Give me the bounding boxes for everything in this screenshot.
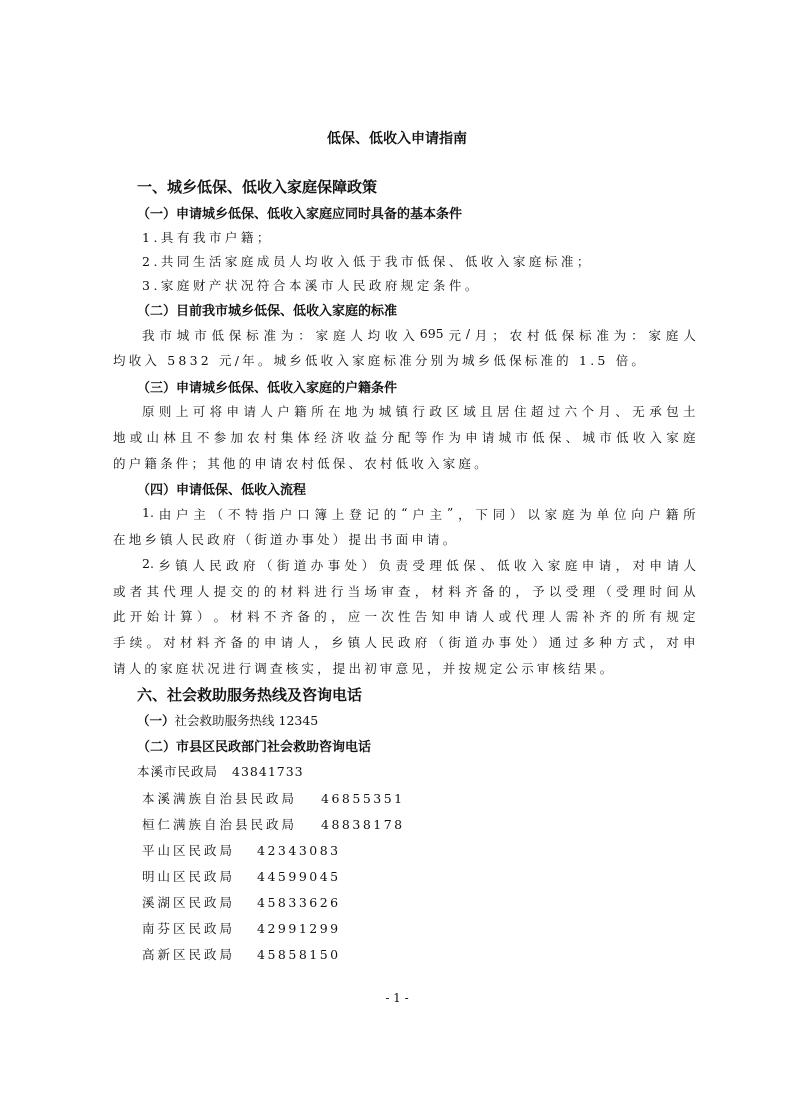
document-title: 低保、低收入申请指南 <box>327 131 467 147</box>
step2-line-5: 请人的家庭状况进行调查核实，提出初审意见，并按规定公示审核结果。 <box>113 661 616 676</box>
step2-line-1: 2. 乡 镇 人 民 政 府 （ 街 道 办 事 处 ） 负 责 受 理 低 保 、 低 收 入 家 庭 申 请 ， 对 申 请 人 <box>142 556 696 573</box>
contact-name: 桓仁满族自治县民政局 <box>142 817 298 832</box>
condition-item-2: 2.共同生活家庭成员人均收入低于我市低保、低收入家庭标准； <box>142 254 593 269</box>
contact-phone: 45833626 <box>257 895 341 910</box>
contact-name: 南芬区民政局 <box>142 921 236 936</box>
sub3-paragraph-line-2: 地 或 山 林 且 不 参 加 农 村 集 体 经 济 收 益 分 配 等 作 为 申 请 城 市 低 保 、 城 市 低 收 入 家 庭 <box>113 430 696 445</box>
section6-heading: 六、社会救助服务热线及咨询电话 <box>137 686 363 704</box>
step2-line-3: 此 开 始 计 算 ） 。 材 料 不 齐 备 的 ， 应 一 次 性 告 知 申 请 人 或 代 理 人 需 补 齐 的 所 有 规 定 <box>113 609 696 624</box>
contact-row <box>137 762 304 780</box>
sub2-heading: （二）目前我市城乡低保、低收入家庭的标准 <box>137 304 398 319</box>
sub2-paragraph-line-1: 我 市 城 市 低 保 标 准 为 ： 家 庭 人 均 收 入 695 元 / 月 ； 农 村 低 保 标 准 为 ： 家 庭 人 <box>142 326 696 343</box>
contact-name: 本溪市民政局 <box>137 764 219 779</box>
page-number: - 1 - <box>385 991 409 1005</box>
condition-item-3: 3.家庭财产状况符合本溪市人民政府规定条件。 <box>142 278 481 293</box>
hotline-text: 社会救助服务热线 12345 <box>174 713 319 728</box>
contact-row <box>142 815 405 833</box>
contact-row <box>142 919 341 937</box>
contact-phone: 43841733 <box>232 764 304 779</box>
contact-phone: 45858150 <box>257 947 341 962</box>
contact-name: 平山区民政局 <box>142 843 236 858</box>
contact-phone: 48838178 <box>321 817 405 832</box>
contact-phone: 46855351 <box>321 791 405 806</box>
step1-line-1: 1. 由 户 主 （ 不 特 指 户 口 簿 上 登 记 的 “ 户 主 ” ， 下 同 ） 以 家 庭 为 单 位 向 户 籍 所 <box>142 505 696 522</box>
hotline-line <box>137 711 318 729</box>
step2-line-2: 或 者 其 代 理 人 提 交 的 的 材 料 进 行 当 场 审 查 ， 材 料 齐 备 的 ， 予 以 受 理 （ 受 理 时 间 从 <box>113 584 696 599</box>
sub3-heading: （三）申请城乡低保、低收入家庭的户籍条件 <box>137 381 398 396</box>
hotline-label: （一） <box>137 713 175 728</box>
contact-phone: 42991299 <box>257 921 341 936</box>
contact-row <box>142 945 341 963</box>
sub2-paragraph-line-2: 均收入 5832 元/年。城乡低收入家庭标准分别为城乡低保标准的 1.5 倍。 <box>113 353 648 368</box>
contact-row <box>142 893 341 911</box>
sub3-paragraph-line-1: 原 则 上 可 将 申 请 人 户 籍 所 在 地 为 城 镇 行 政 区 域 且 居 住 超 过 六 个 月 、 无 承 包 土 <box>142 404 696 419</box>
contact-name: 高新区民政局 <box>142 947 236 962</box>
step2-line-4: 手 续 。 对 材 料 齐 备 的 申 请 人 ， 乡 镇 人 民 政 府 （ 街 道 办 事 处 ） 通 过 多 种 方 式 ， 对 申 <box>113 635 696 650</box>
sub1-heading: （一）申请城乡低保、低收入家庭应同时具备的基本条件 <box>137 207 463 222</box>
contact-phone: 42343083 <box>257 843 341 858</box>
contact-name: 溪湖区民政局 <box>142 895 236 910</box>
contact-phone: 44599045 <box>257 869 341 884</box>
contacts-heading: （二）市县区民政部门社会救助咨询电话 <box>137 740 372 755</box>
contact-row <box>142 789 405 807</box>
sub4-heading: （四）申请低保、低收入流程 <box>137 483 307 498</box>
contact-name: 本溪满族自治县民政局 <box>142 791 298 806</box>
section1-heading: 一、城乡低保、低收入家庭保障政策 <box>137 178 378 196</box>
contact-row <box>142 841 341 859</box>
contact-name: 明山区民政局 <box>142 869 236 884</box>
condition-item-1: 1.具有我市户籍； <box>142 230 273 245</box>
contact-row <box>142 867 341 885</box>
sub3-paragraph-line-3: 的户籍条件；其他的申请农村低保、农村低收入家庭。 <box>113 456 490 471</box>
step1-line-2: 在地乡镇人民政府（街道办事处）提出书面申请。 <box>113 532 459 547</box>
